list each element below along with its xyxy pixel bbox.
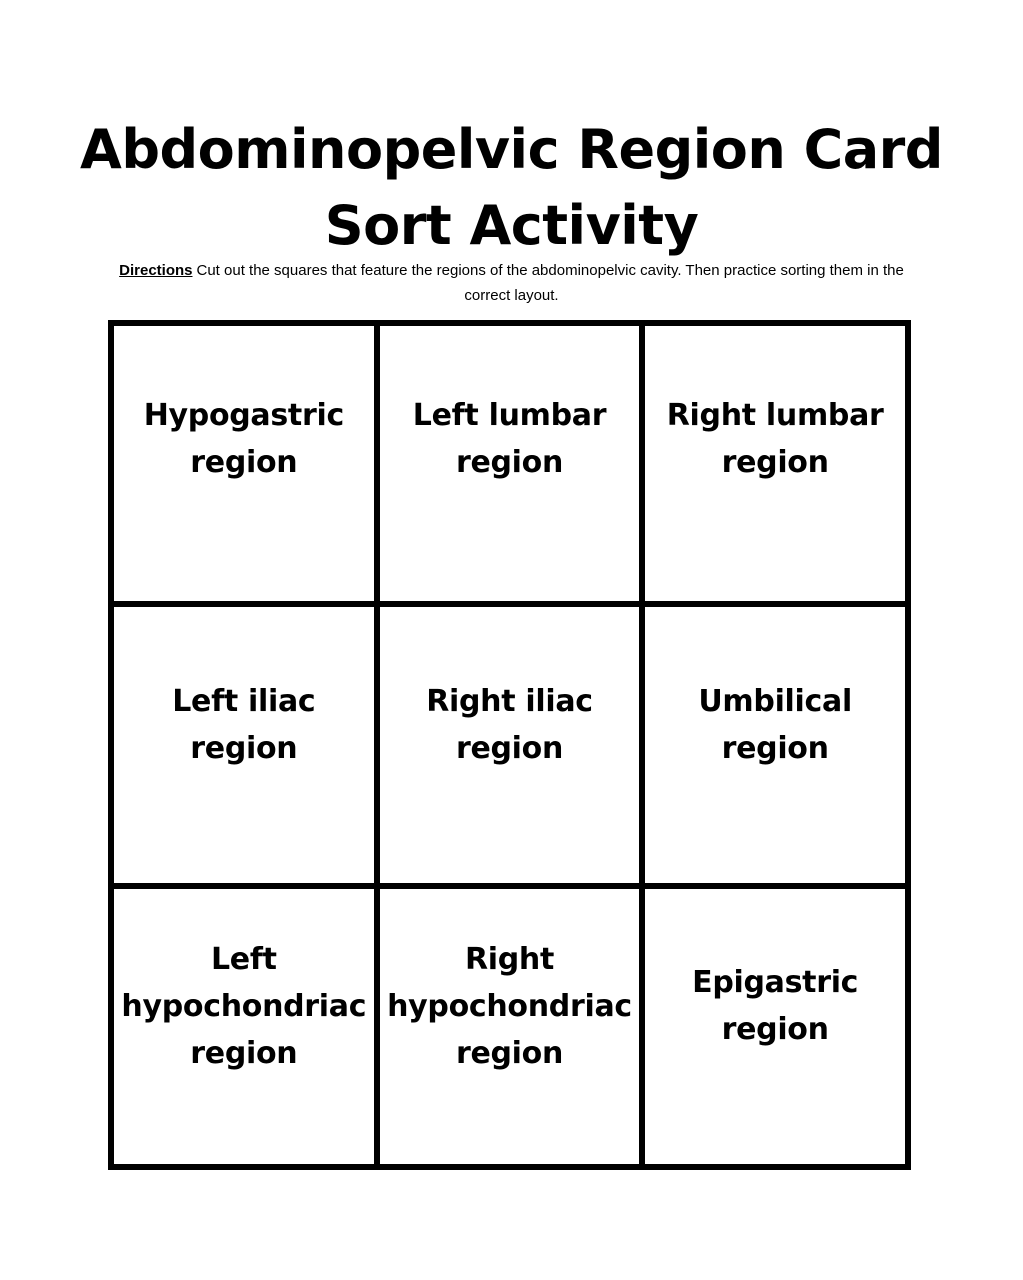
card-label: Left hypochondriac region <box>121 941 367 1071</box>
card-right-iliac-region <box>377 604 643 885</box>
card-label: Left iliac region <box>172 683 316 766</box>
card-label: Right hypochondriac region <box>387 941 632 1071</box>
card-left-hypochondriac-region <box>111 886 377 1167</box>
directions-text: Cut out the squares that feature the regions of the abdominopelvic cavity. Then practice sorting them in the correct layout. <box>196 262 904 304</box>
card-epigastric-region <box>642 886 908 1167</box>
card-label: Epigastric region <box>692 965 859 1048</box>
page-title: Abdominopelvic Region Card Sort Activity <box>80 118 943 257</box>
card-label: Umbilical region <box>698 683 852 766</box>
card-label: Right iliac region <box>426 683 593 766</box>
card-label: Hypogastric region <box>143 397 344 480</box>
card-right-hypochondriac-region <box>377 886 643 1167</box>
card-left-lumbar-region <box>377 323 643 604</box>
card-umbilical-region <box>642 604 908 885</box>
directions-label: Directions <box>119 262 193 279</box>
directions <box>110 258 913 308</box>
card-hypogastric-region <box>111 323 377 604</box>
card-left-iliac-region <box>111 604 377 885</box>
card-grid <box>108 320 911 1170</box>
card-label: Left lumbar region <box>412 397 607 480</box>
card-label: Right lumbar region <box>666 397 884 480</box>
card-right-lumbar-region <box>642 323 908 604</box>
